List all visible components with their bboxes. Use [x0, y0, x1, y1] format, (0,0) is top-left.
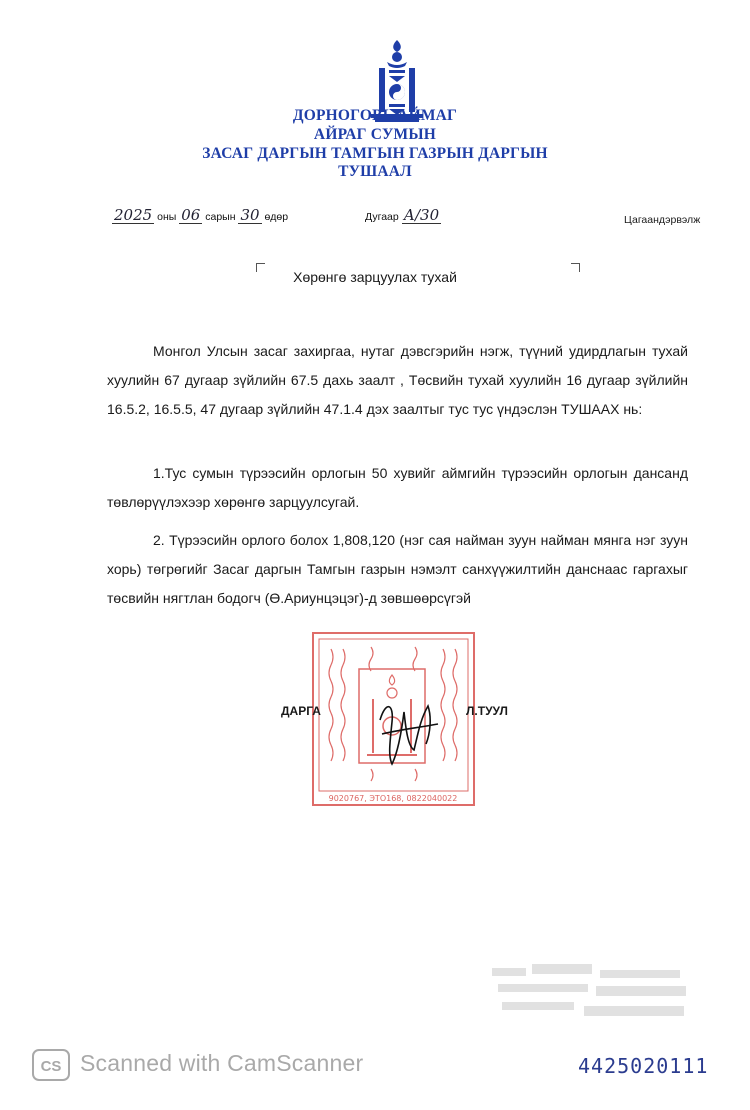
place-name: Цагаандэрвэлж — [624, 214, 701, 226]
header-office: ЗАСАГ ДАРГЫН ТАМГЫН ГАЗРЫН ДАРГЫН — [202, 145, 548, 162]
header-sum: АЙРАГ СУМЫН — [313, 126, 437, 143]
document-serial-number: 4425020111 — [578, 1054, 709, 1078]
date-month: 06 — [181, 206, 201, 224]
subject-title: Хөрөнгө зарцуулах тухай — [293, 269, 457, 285]
camscanner-logo-icon — [32, 1049, 70, 1081]
header-aimag: ДОРНОГОВЬ АЙМАГ — [292, 107, 458, 124]
paragraph-item-2: 2. Түрээсийн орлого болох 1,808,120 (нэг сая найман зуун найман мянга нэг зуун хорь) төгрөгийг Засаг даргын Тамгын газрын нэмэлт санхүүжилтийн данснаас гаргахыг төсвийн нягтлан бодогч (Ө.Ариунцэцэг)-д зөвшөөрсүгэй — [107, 532, 688, 606]
handwritten-signature-icon — [372, 694, 442, 774]
header-doc-type: ТУШААЛ — [338, 163, 412, 180]
faint-stamp-mark-icon — [492, 962, 692, 1024]
date-day-suffix: өдөр — [264, 211, 289, 223]
paragraph-basis: Монгол Улсын засаг захиргаа, нутаг дэвсгэрийн нэгж, түүний удирдлагын тухай хуулийн 67 дугаар зүйлийн 67.5 дахь заалт , Төсвийн тухай хуулийн 16 дугаар зүйлийн 16.5.2, 16.5.5, 47 дугаар зүйлийн 47.1.4 дэх заалтыг тус тус үндэслэн ТУШААХ нь: — [107, 343, 688, 417]
date-year-suffix: оны — [157, 211, 177, 223]
paragraph-item-1: 1.Тус сумын түрээсийн орлогын 50 хувийг аймгийн түрээсийн орлогын дансанд төвлөрүүлэхээр хөрөнгө зарцуулсугай. — [107, 465, 688, 510]
signer-title: ДАРГА — [281, 704, 321, 718]
number-field — [365, 208, 441, 224]
scanner-watermark: Scanned with CamScanner — [80, 1050, 364, 1076]
signer-name: Л.ТУУЛ — [466, 704, 508, 718]
date-year: 2025 — [114, 206, 153, 224]
number-label: Дугаар — [365, 211, 399, 223]
svg-text:CS: CS — [40, 1058, 62, 1075]
number-value: А/30 — [403, 206, 440, 224]
date-month-suffix: сарын — [205, 211, 236, 223]
date-field — [112, 208, 288, 224]
seal-code: 9020767, ЭТО168, 0822040022 — [328, 794, 458, 803]
date-day: 30 — [240, 206, 260, 224]
